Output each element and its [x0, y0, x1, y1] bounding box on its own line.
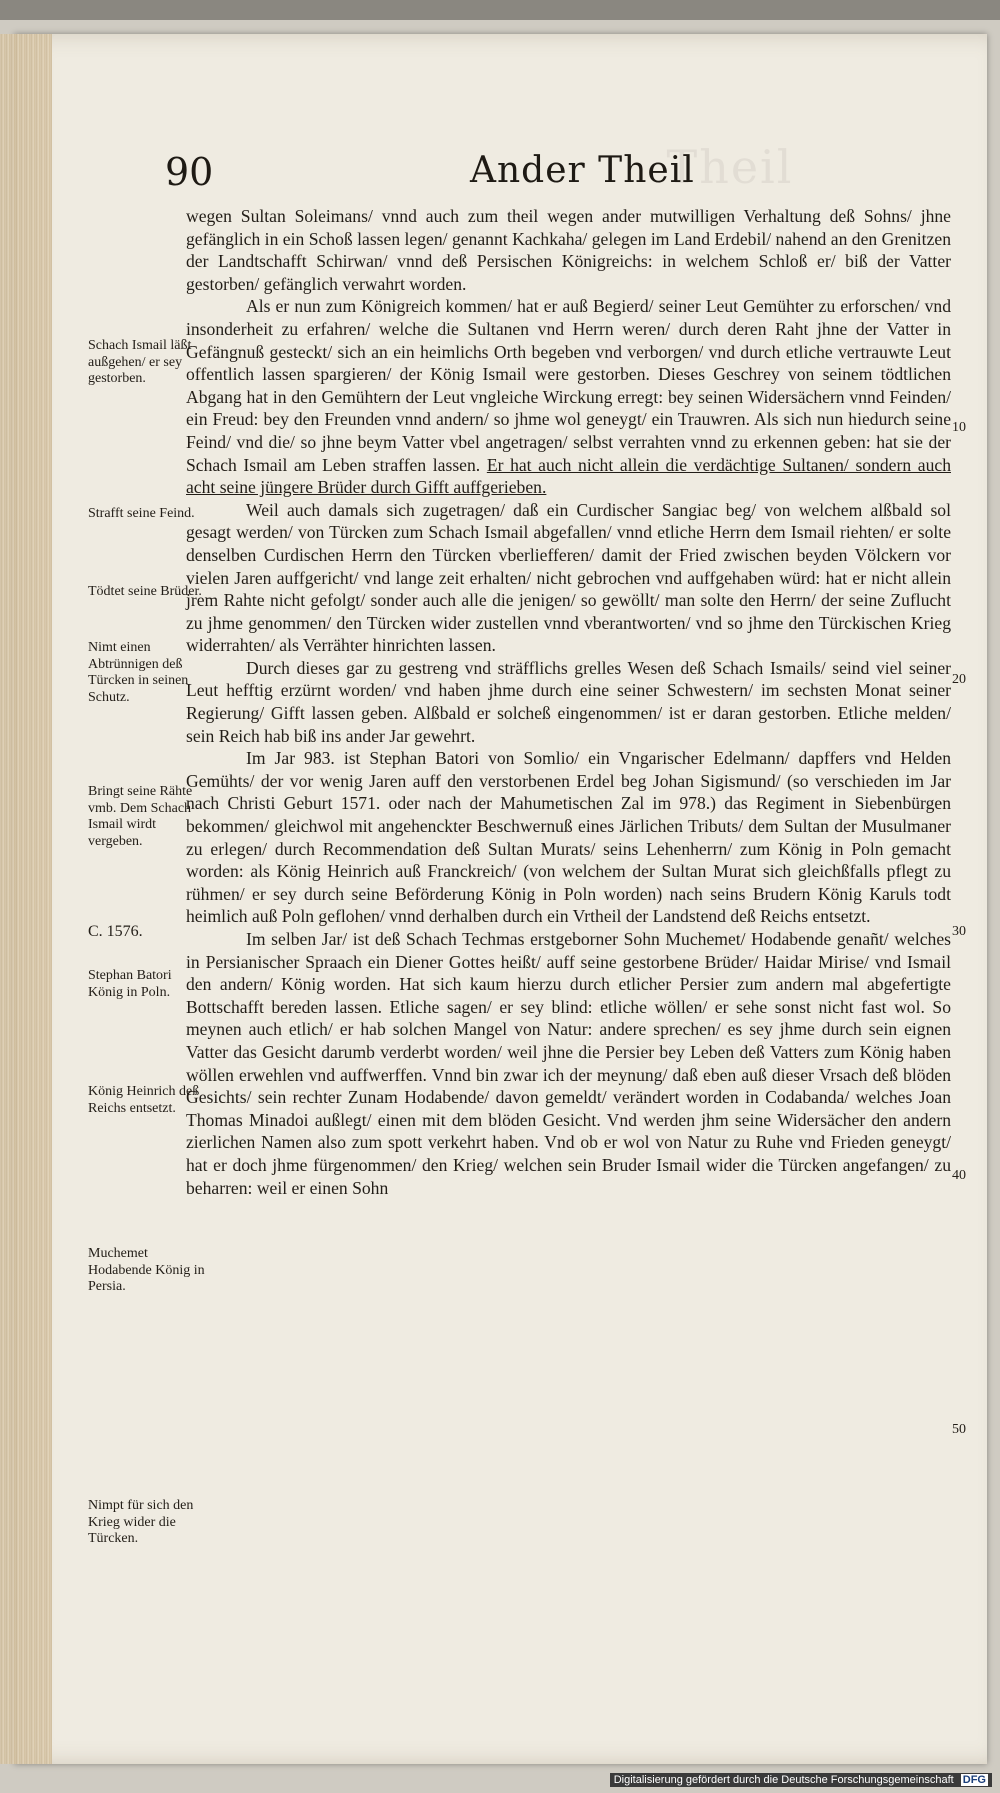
page-number: 90: [165, 150, 214, 194]
margin-note: Schach Ismail läßt außgehen/ er sey gestorben.: [88, 338, 192, 386]
paragraph: Durch dieses gar zu gestreng vnd sträfflichs grelles Wesen deß Schach Ismails/ seind viel seiner Leut hefftig erzürnt worden/ vnd haben jhme durch eine seiner Schwestern/ im sechsten Monat seiner Regierung/ Gifft lassen geben. Alßbald er solcheß eingenommen/ ist er daran gestorben. Etliche melden/ sein Reich hab biß ins ander Jar gewehrt.: [186, 657, 951, 746]
line-number: 10: [952, 420, 966, 435]
running-header: Ander Theil: [470, 150, 695, 191]
margin-note: Muchemet Hodabende König in Persia.: [88, 1246, 205, 1294]
paragraph: Weil auch damals sich zugetragen/ daß ein Curdischer Sangiac beg/ von welchem alßbald sol gesagt werden/ von Türcken zum Schach Ismail abgefallen/ vnnd etliche Herrn dem Ismail riehten/ er solte denselben Curdischen Herrn den Türcken vberliefferen/ damit der Fried zwischen beyden Völckern vor vielen Jaren auffgericht/ vnd lange zeit erhalten/ nicht gebrochen vnd auffgehaben würd: hat er nicht allein jrem Rahte nicht gefolgt/ sonder auch alle die jenigen/ so gewöllt/ man solte den Herrn/ der seine Zuflucht zu jhme genommen/ den Türcken wider zustellen vnnd vberantworten/ vnd so jhme den Türckischen Krieg widerrahten/ als Verrähter hinrichten lassen.: [186, 499, 951, 656]
paragraph: [186, 295, 951, 498]
paragraph-text: Als er nun zum Königreich kommen/ hat er auß Begierd/ seiner Leut Gemühter zu erforschen/ vnd insonderheit zu erfahren/ welche die Sultanen vnd Herrn weren/ durch deren Raht jhne der Vatter in Gefängnuß gesteckt/ sich an ein heimlichs Orth begeben vnd verborgen/ vnd durch etliche vertrauwte Leut offentlich lassen spargieren/ der König Ismail were gestorben. Dieses Geschrey von seinem tödtlichen Abgang hat in den Gemühtern der Leut vngleiche Wirckung erregt: bey seinen Widersächern vnnd Feinden/ ein Freud: bey den Freunden vnnd andern/ so jhme wol geneygt/ ein Trauwren. Als sich nun hiedurch seine Feind/ vnd die/ so jhne beym Vatter vbel angetragen/ selbst verrahten vnnd zu erkennen geben: hat sie der Schach Ismail am Leben straffen lassen.: [186, 296, 951, 475]
margin-note: Tödtet seine Brüder.: [88, 584, 202, 599]
paragraph: Im Jar 983. ist Stephan Batori von Somlio/ ein Vngarischer Edelmann/ dapffers vnd Helden Gemühts/ der vor wenig Jaren auff den verstorbenen Erdel beg Johan Sigismund/ (so verschieden im Jar nach Christi Geburt 1571. oder nach der Mahumetischen Zal im 978.) das Regiment in Siebenbürgen bekommen/ gleichwol mit angehenckter Beschwernuß eines Järlichen Tributs/ dem Sultan der Musulmaner zu erlegen/ durch Recommendation deß Sultan Murats/ seins Lehenherrn/ zum König in Poln gemacht worden: als König Heinrich auß Franckreich/ (von welchem der Sultan Murat sich gleichßfalls pflegt zu rühmen/ er sey durch seine Beförderung König in Poln worden) nach seins Brudern König Karuls todt heimlich auß Poln geflohen/ vnnd derhalben durch ein Vrtheil der Landstend deß Reichs entsetzt.: [186, 748, 951, 927]
margin-note: Nimpt für sich den Krieg wider die Türcken.: [88, 1498, 194, 1546]
margin-note: Stephan Batori König in Poln.: [88, 968, 172, 1000]
margin-note: Nimt einen Abtrünnigen deß Türcken in seinen Schutz.: [88, 640, 189, 705]
line-number: 50: [952, 1422, 966, 1437]
dfg-logo: DFG: [962, 1774, 986, 1786]
page-edges: [0, 34, 52, 1764]
body-text: [186, 205, 951, 1199]
margin-note: König Heinrich deß Reichs entsetzt.: [88, 1084, 200, 1116]
paragraph: Im selben Jar/ ist deß Schach Techmas erstgeborner Sohn Muchemet/ Hodabende genañt/ welches in Persianischer Spraach ein Diener Gottes heißt/ auff seine gestorbene Brüder/ Haidar Mirise/ vnd Ismail den andern/ König worden. Hat sich kaum hierzu durch etlicher Persier zum andern mal abgefertigte Bottschafft bereden lassen. Etliche sagen/ er sey blind: etliche wöllen/ er sehe sonst nicht fast wol. So meynen auch etlich/ er hab solchen Mangel von Natur: andere sprechen/ es sey jhme durch sein eignen Vatter das Gesicht darumb verderbt worden/ weil jhne die Persier bey Leben deß Vatters zum König haben wöllen erwehlen vnd auffwerffen. Vnnd bin zwar ich der meynung/ daß eben auß dieser Vrsach deß blöden Gesichts/ sein rechter Zunam Hodabende/ davon gemeldt/ verändert worden in Codabanda/ welches Joan Thomas Minadoi außlegt/ einen mit dem blöden Gesicht. Vnd werden jhm seine Widersächer den andern zierlichen Namen also zum spott verkehrt haben. Vnd ob er wol von Natur zu Ruhe vnd Frieden geneygt/ hat er doch jhme fürgenommen/ den Krieg/ welchen sein Bruder Ismail wider die Türcken angefangen/ zu beharren: weil er einen Sohn: [186, 929, 951, 1198]
paragraph: wegen Sultan Soleimans/ vnnd auch zum theil wegen ander mutwilligen Verhaltung deß Sohns/ jhne gefänglich in ein Schoß lassen legen/ genannt Kachkaha/ gelegen im Land Erdebil/ nahend an den Grenitzen der Landtschafft Schirwan/ vnnd deß Persischen Königreichs: in welchem Schloß er/ biß der Vatter gestorben/ gefänglich verwahrt worden.: [186, 206, 951, 294]
margin-note: C. 1576.: [88, 923, 143, 940]
digitization-credit: [610, 1773, 992, 1787]
line-number: 30: [952, 924, 966, 939]
show-through-text: Theil: [666, 140, 794, 194]
line-number: 40: [952, 1168, 966, 1183]
line-number: 20: [952, 672, 966, 687]
margin-note: Bringt seine Rähte vmb. Dem Schach Ismail wirdt vergeben.: [88, 784, 193, 849]
margin-note: Strafft seine Feind.: [88, 506, 195, 521]
credit-text: Digitalisierung gefördert durch die Deutsche Forschungsgemeinschaft: [613, 1774, 954, 1786]
underlined-passage: Er hat auch nicht allein die verdächtige Sultanen/ sondern auch acht seine jüngere Brüder durch Gifft auffgerieben.: [186, 454, 951, 498]
